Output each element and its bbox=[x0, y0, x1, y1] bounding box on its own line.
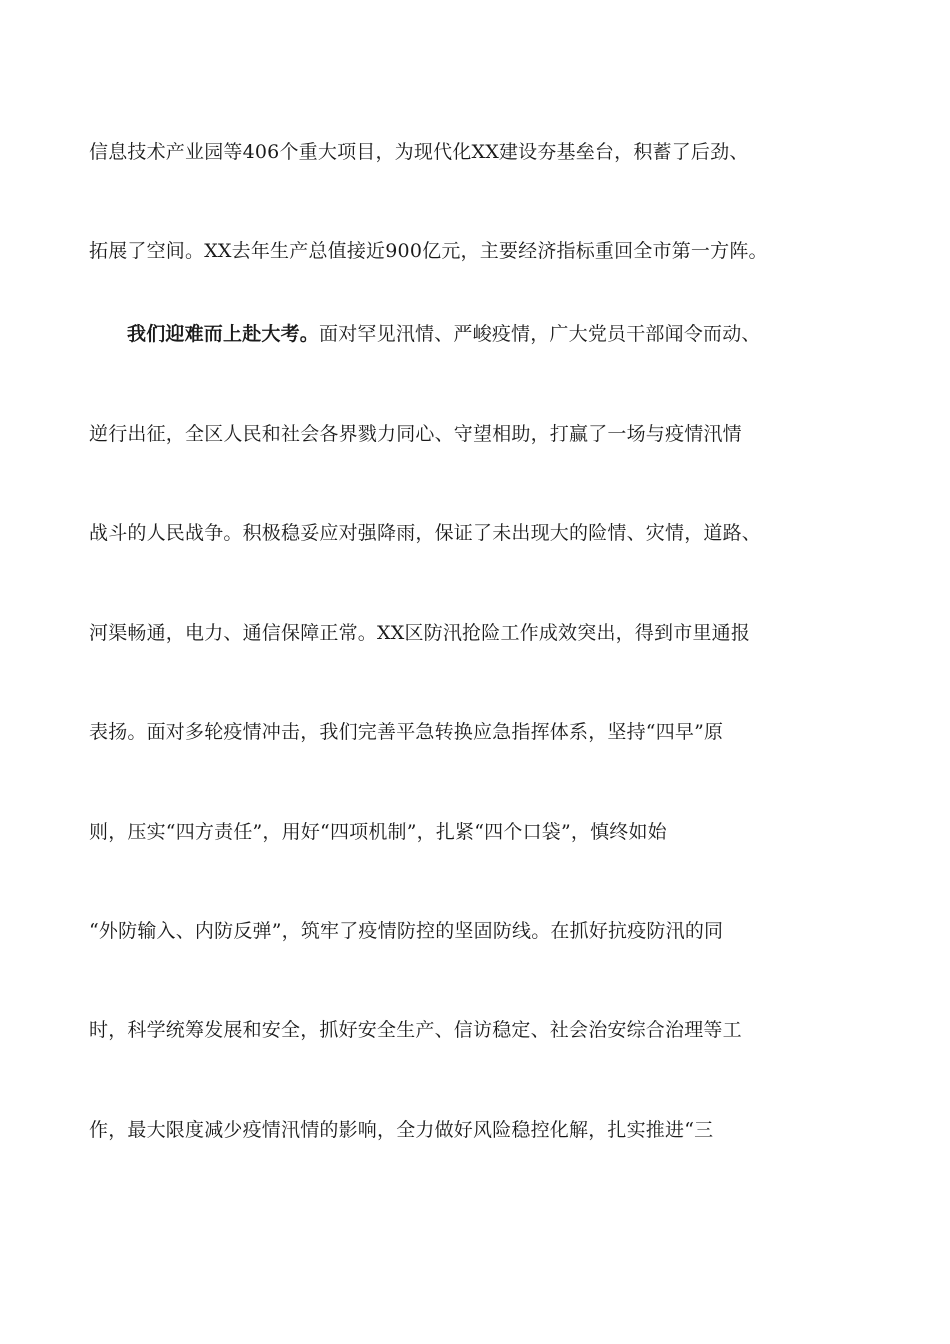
text-line-11: 作，最大限度减少疫情汛情的影响，全力做好风险稳控化解，扎实推进“三 bbox=[89, 1119, 714, 1141]
text-line-10: 时，科学统筹发展和安全，抓好安全生产、信访稳定、社会治安综合治理等工 bbox=[89, 1019, 742, 1041]
paragraph-heading: 我们迎难而上赴大考。 bbox=[127, 323, 320, 345]
paragraph-first-line bbox=[127, 320, 879, 348]
text-line-7: 表扬。面对多轮疫情冲击，我们完善平急转换应急指挥体系，坚持“四早”原 bbox=[89, 721, 724, 743]
text-line-2: 拓展了空间。XX去年生产总值接近900亿元，主要经济指标重回全市第一方阵。 bbox=[89, 240, 768, 262]
text-line-5: 战斗的人民战争。积极稳妥应对强降雨，保证了未出现大的险情、灾情，道路、 bbox=[89, 522, 762, 544]
paragraph-first-line-text: 面对罕见汛情、严峻疫情，广大党员干部闻令而动、 bbox=[319, 323, 761, 345]
text-line-1: 信息技术产业园等406个重大项目，为现代化XX建设夯基垒台，积蓄了后劲、 bbox=[89, 141, 749, 163]
text-line-9: “外防输入、内防反弹”，筑牢了疫情防控的坚固防线。在抓好抗疫防汛的同 bbox=[89, 920, 724, 942]
text-line-4: 逆行出征，全区人民和社会各界戮力同心、守望相助，打赢了一场与疫情汛情 bbox=[89, 423, 742, 445]
text-line-8: 则，压实“四方责任”，用好“四项机制”，扎紧“四个口袋”，慎终如始 bbox=[89, 821, 667, 843]
text-line-6: 河渠畅通，电力、通信保障正常。XX区防汛抢险工作成效突出，得到市里通报 bbox=[89, 622, 751, 644]
